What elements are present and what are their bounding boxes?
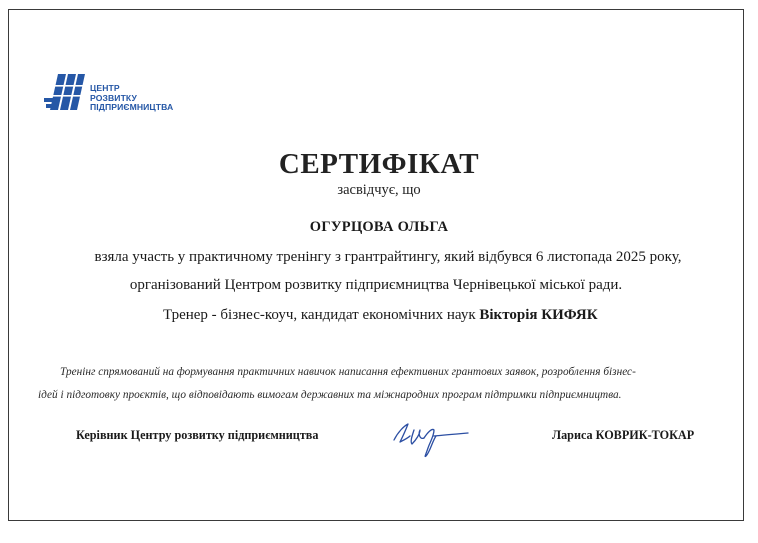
recipient-name: ОГУРЦОВА ОЛЬГА	[309, 219, 449, 235]
handwritten-signature-icon	[390, 418, 470, 460]
certificate-subtitle: засвідчує, що	[337, 182, 421, 198]
logo-line-1: ЦЕНТР	[90, 83, 120, 93]
description-line-2: ідей і підготовку проєктів, що відповідають вимогам державних та міжнародних програм підтримки підприємництва.	[38, 389, 622, 401]
certificate-title: СЕРТИФІКАТ	[278, 148, 480, 180]
director-title: Керівник Центру розвитку підприємництва	[76, 428, 319, 442]
center-logo	[44, 74, 184, 124]
participation-line: взяла участь у практичному тренінгу з грантрайтингу, який відбувся 6 листопада 2025 року,	[94, 249, 682, 265]
organizer-line: організований Центром розвитку підприємництва Чернівецької міської ради.	[129, 277, 623, 293]
trainer-prefix: Тренер - бізнес-коуч, кандидат економічних наук	[163, 307, 480, 323]
description-line-1: Тренінг спрямований на формування практичних навичок написання ефективних грантових заявок, розроблення бізнес-	[60, 366, 636, 378]
logo-stripes-icon	[44, 74, 86, 114]
training-description	[38, 361, 728, 407]
logo-line-3: ПІДПРИЄМНИЦТВА	[90, 102, 174, 113]
trainer-name: Вікторія КИФЯК	[479, 307, 598, 323]
logo-line-2: РОЗВИТКУ	[90, 92, 137, 103]
trainer-line	[163, 307, 598, 324]
director-name: Лариса КОВРИК-ТОКАР	[552, 428, 695, 442]
logo-text	[90, 84, 173, 113]
